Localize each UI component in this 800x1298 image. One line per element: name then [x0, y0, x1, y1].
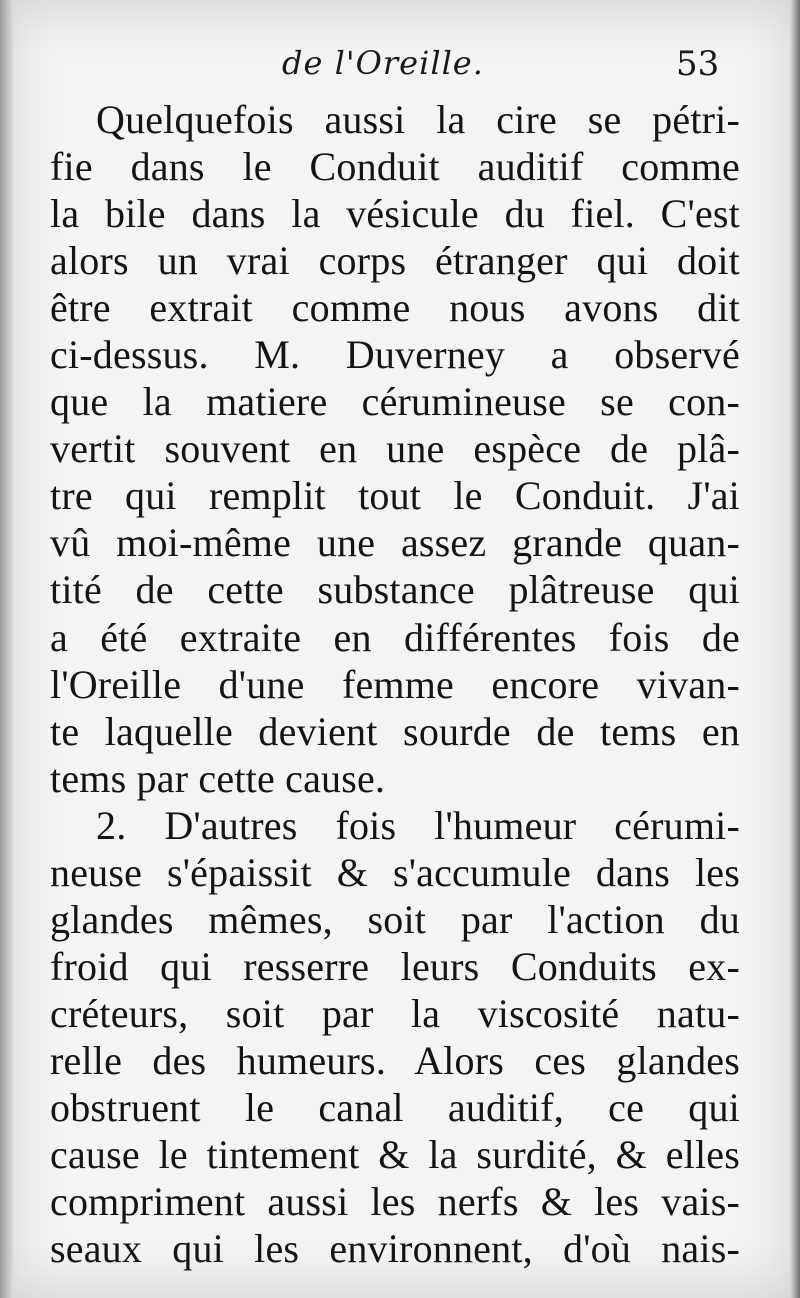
text-line: être extrait comme nous avons dit [50, 285, 740, 331]
page-number: 53 [676, 44, 720, 84]
text-line: glandes mêmes, soit par l'action du [50, 896, 740, 942]
text-line: vû moi-même une assez grande quan- [50, 520, 740, 566]
body-text [50, 96, 740, 1272]
text-line: alors un vrai corps étranger qui doit [50, 238, 740, 284]
text-line: que la matiere cérumineuse se con- [50, 379, 740, 425]
text-line: Quelquefois aussi la cire se pétri- [96, 97, 740, 142]
text-line: la bile dans la vésicule du fiel. C'est [50, 191, 740, 237]
text-line: ci-dessus. M. Duverney a observé [50, 332, 740, 378]
text-line: te laquelle devient sourde de tems en [50, 708, 740, 754]
text-line: obstruent le canal auditif, ce qui [50, 1084, 740, 1130]
text-line: compriment aussi les nerfs & les vais- [50, 1179, 740, 1225]
text-line: tité de cette substance plâtreuse qui [50, 567, 740, 613]
page-edge-left [0, 0, 14, 1298]
text-line: tre qui remplit tout le Conduit. J'ai [50, 473, 740, 519]
text-line: 2. D'autres fois l'humeur cérumi- [96, 802, 740, 848]
text-line: vertit souvent en une espèce de plâ- [50, 426, 740, 472]
text-line: a été extraite en différentes fois de [50, 614, 740, 660]
text-line: créteurs, soit par la viscosité natu- [50, 990, 740, 1036]
running-head [0, 40, 800, 96]
text-line: cause le tintement & la surdité, & elles [50, 1132, 740, 1178]
page-edge-right [790, 0, 800, 1298]
running-title: de l'Oreille. [282, 44, 484, 82]
text-line: l'Oreille d'une femme encore vivan- [50, 661, 740, 707]
text-line: neuse s'épaissit & s'accumule dans les [50, 849, 740, 895]
text-line: seaux qui les environnent, d'où nais- [50, 1226, 740, 1272]
text-line: froid qui resserre leurs Conduits ex- [50, 943, 740, 989]
text-line: relle des humeurs. Alors ces glandes [50, 1037, 740, 1083]
text-line: tems par cette cause. [50, 755, 386, 801]
text-line: fie dans le Conduit auditif comme [50, 144, 740, 190]
